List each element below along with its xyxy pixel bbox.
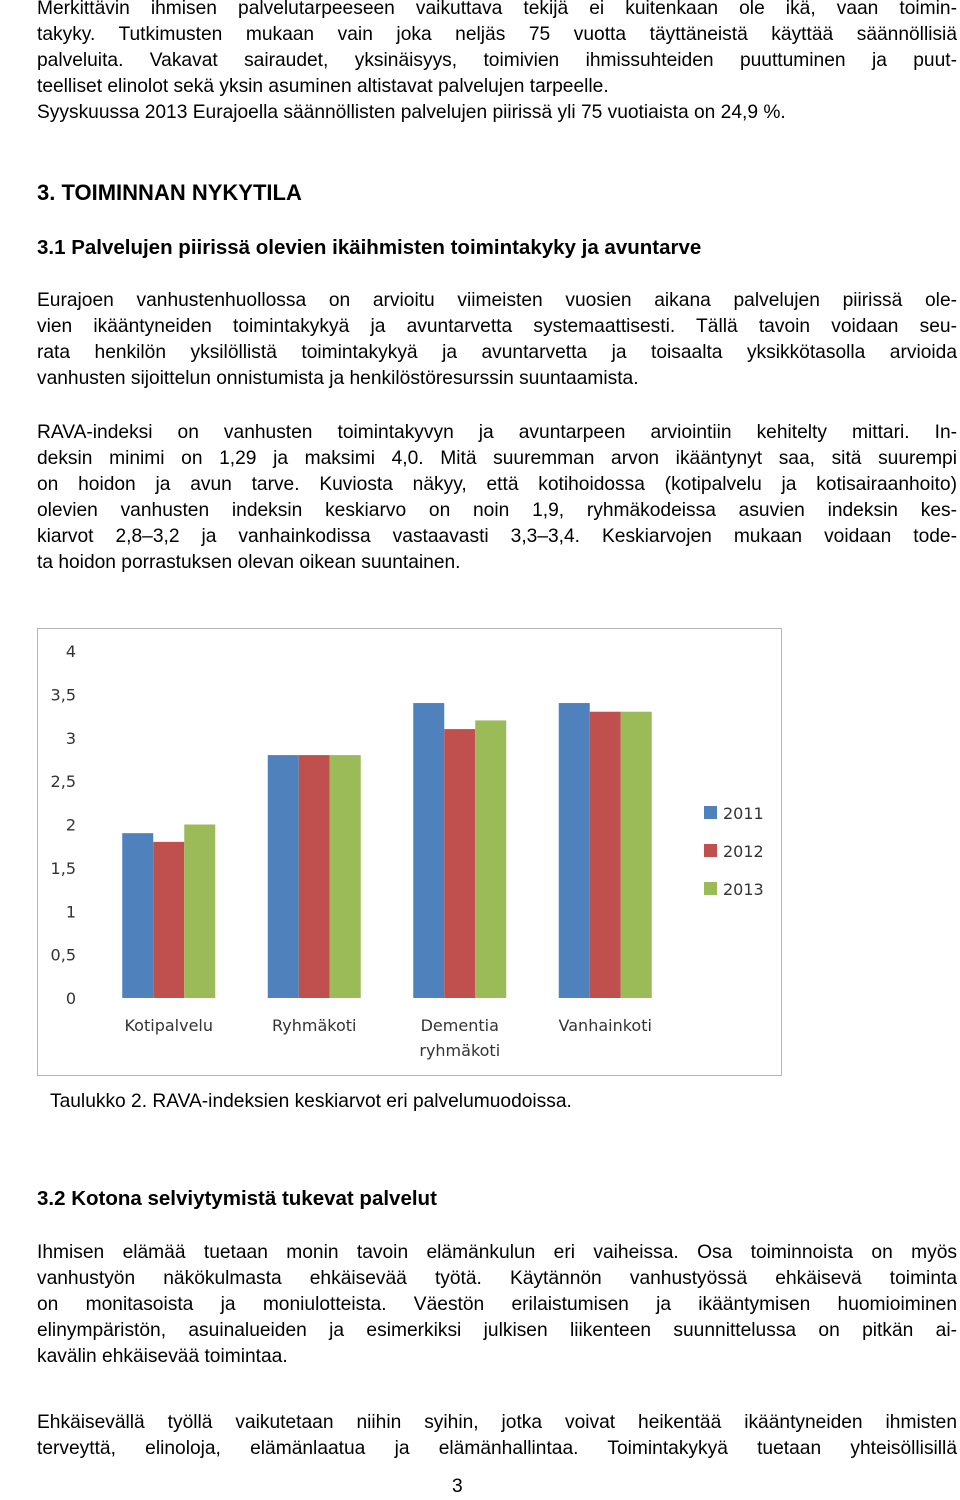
section-3-heading: 3. TOIMINNAN NYKYTILA (37, 180, 302, 205)
bar-2011-3 (559, 703, 590, 998)
page-number: 3 (452, 1476, 463, 1497)
chart-caption: Taulukko 2. RAVA-indeksien keskiarvot eri palvelumuodoissa. (50, 1091, 572, 1112)
section-3-1-paragraph-2 (37, 420, 957, 576)
intro-paragraph (37, 0, 957, 126)
text-line: teelliset elinolot sekä yksin asuminen altistavat palvelujen tarpeelle. (37, 76, 609, 97)
text-line: kiarvot 2,8–3,2 ja vanhainkodissa vastaavasti 3,3–3,4. Keskiarvojen mukaan voidaan tode- (37, 526, 957, 547)
y-tick-label: 0,5 (50, 945, 76, 965)
y-tick-label: 3 (65, 728, 76, 748)
y-tick-label: 1 (65, 902, 76, 922)
text-line: ta hoidon porrastuksen olevan oikean suuntainen. (37, 552, 461, 573)
text-line: terveyttä, elinoloja, elämänlaatua ja elämänhallintaa. Toimintakykyä tuetaan yhteisöllisillä (37, 1438, 957, 1459)
legend-label: 2013 (723, 880, 764, 899)
text-line: kavälin ehkäisevää toimintaa. (37, 1346, 288, 1367)
bar-2012-2 (444, 729, 475, 998)
text-line: Ihmisen elämää tuetaan monin tavoin elämänkulun eri vaiheissa. Osa toiminnoista on myös (37, 1242, 957, 1263)
text-line: vien ikääntyneiden toimintakykyä ja avuntarvetta systemaattisesti. Tällä tavoin voidaan seu- (37, 316, 957, 337)
text-line: on monitasoista ja moniulotteista. Väestön erilaistumisen ja ikääntymisen huomioiminen (37, 1294, 957, 1315)
text-line: vanhustyön näkökulmasta ehkäisevää työtä. Käytännön vanhustyössä ehkäisevä toiminta (37, 1268, 957, 1289)
text-line: rata henkilön yksilöllistä toimintakykyä ja avuntarvetta ja toisaalta yksikkötasolla arvioida (37, 342, 957, 363)
x-category-label: ryhmäkoti (419, 1041, 501, 1060)
text-line: Syyskuussa 2013 Eurajoella säännöllisten palvelujen piirissä yli 75 vuotiaista on 24,9 %. (37, 102, 786, 123)
text-line: on hoidon ja avun tarve. Kuviosta näkyy, että kotihoidossa (kotipalvelu ja kotisairaanhoito) (37, 474, 957, 495)
text-line: Ehkäisevällä työllä vaikutetaan niihin syihin, jotka voivat heikentää ikääntyneiden ihmisten (37, 1412, 957, 1433)
text-line: takyky. Tutkimusten mukaan vain joka neljäs 75 vuotta täyttäneistä käyttää säännöllisiä (37, 24, 957, 45)
bar-2013-0 (184, 825, 215, 999)
section-3-1-heading: 3.1 Palvelujen piirissä olevien ikäihmisten toimintakyky ja avuntarve (37, 236, 702, 259)
rava-bar-chart (37, 628, 782, 1076)
legend-swatch-2013 (704, 882, 717, 895)
x-category-label: Ryhmäkoti (272, 1016, 357, 1035)
legend-label: 2011 (723, 804, 764, 823)
x-category-label: Vanhainkoti (558, 1016, 652, 1035)
bar-2011-2 (413, 703, 444, 998)
y-tick-label: 4 (65, 642, 76, 661)
text-line: palveluita. Vakavat sairaudet, yksinäisyys, toimivien ihmissuhteiden puuttuminen ja puut- (37, 50, 957, 71)
bar-2012-3 (590, 712, 621, 998)
text-line: deksin minimi on 1,29 ja maksimi 4,0. Mitä suuremman arvon ikääntynyt saa, sitä suurempi (37, 448, 957, 469)
x-category-label: Kotipalvelu (124, 1016, 214, 1035)
legend-swatch-2012 (704, 844, 717, 857)
bar-2012-1 (299, 755, 330, 998)
section-3-2-heading: 3.2 Kotona selviytymistä tukevat palvelut (37, 1187, 437, 1210)
y-tick-label: 2,5 (50, 772, 76, 792)
text-line: RAVA-indeksi on vanhusten toimintakyvyn ja avuntarpeen arviointiin kehitelty mittari. In- (37, 422, 957, 443)
bar-2013-1 (330, 755, 361, 998)
y-tick-label: 1,5 (50, 858, 76, 878)
text-line: elinympäristön, asuinalueiden ja esimerkiksi julkisen liikenteen suunnittelussa on pitkän ai- (37, 1320, 957, 1341)
y-tick-label: 2 (65, 815, 76, 835)
text-line: Merkittävin ihmisen palvelutarpeeseen vaikuttava tekijä ei kuitenkaan ole ikä, vaan toimin- (37, 0, 957, 19)
y-tick-label: 0 (65, 989, 76, 1008)
text-line: olevien vanhusten indeksin keskiarvo on noin 1,9, ryhmäkodeissa asuvien indeksin kes- (37, 500, 957, 521)
section-3-2-paragraph-1 (37, 1240, 957, 1370)
legend-swatch-2011 (704, 806, 717, 819)
chart-canvas (38, 629, 781, 1075)
section-3-1-paragraph-1 (37, 288, 957, 392)
legend-label: 2012 (723, 842, 764, 861)
text-line: vanhusten sijoittelun onnistumista ja henkilöstöresurssin suuntaamista. (37, 368, 639, 389)
section-3-2-paragraph-2 (37, 1410, 957, 1462)
bar-2013-2 (475, 720, 506, 998)
bar-2012-0 (153, 842, 184, 998)
bar-2011-0 (122, 833, 153, 998)
x-category-label: Dementia (420, 1016, 499, 1035)
text-line: Eurajoen vanhustenhuollossa on arvioitu viimeisten vuosien aikana palvelujen piirissä ole- (37, 290, 957, 311)
bar-2013-3 (621, 712, 652, 998)
bar-2011-1 (268, 755, 299, 998)
y-tick-label: 3,5 (50, 685, 76, 705)
